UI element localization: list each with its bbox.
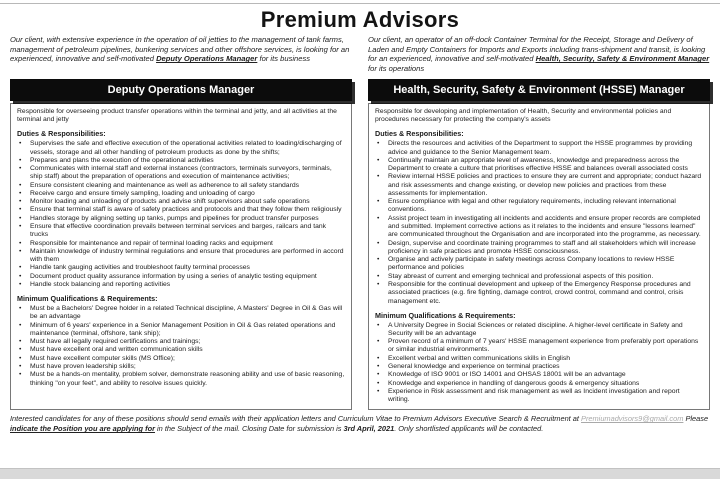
qualifications-heading: Minimum Qualifications & Requirements: <box>375 310 516 320</box>
bullet-text: Assist project team in investigating all incidents and accidents and ensure proper records are completed and submitted. Implement corrective actions as it relates to the incidents and ensure "lessons learned" are communicated throughout the Organisation and are incorporated into the programme, as necessary. <box>388 214 701 239</box>
bullet-text: Monitor loading and unloading of products and advise shift supervisors about safe operations <box>30 198 310 206</box>
bullet-icon: • <box>377 387 380 395</box>
bullet-icon: • <box>19 338 22 346</box>
bullet-item <box>17 165 345 182</box>
bullet-item <box>17 355 345 363</box>
bullet-text: Must be a Bachelors' Degree holder in a related Technical discipline, A Masters' Degree in Oil & Gas will be an advantage <box>30 305 343 321</box>
bullet-item <box>17 198 345 206</box>
bullet-icon: • <box>19 363 22 371</box>
bullet-text: Must have proven leadership skills; <box>30 363 136 371</box>
bullet-text: Must have excellent computer skills (MS Office); <box>30 354 175 362</box>
bullet-text: Ensure compliance with legal and other regulatory requirements, including relevant international conventions. <box>388 198 676 214</box>
bullet-item <box>375 322 703 339</box>
bullet-text: Proven record of a minimum of 7 years' HSSE management experience from preferably port operations or similar industrial environments. <box>388 338 699 354</box>
bullet-item <box>375 140 703 157</box>
bullet-item <box>375 355 703 363</box>
bullet-text: Maintain knowledge of industry terminal regulations and ensure that procedures are performed in accord with them <box>30 247 344 264</box>
bullet-icon: • <box>19 321 22 329</box>
bullet-text: Ensure that terminal staff is aware of safety practices and protocols and that they follow them religiously <box>30 206 342 214</box>
bullet-text: Document product quality assurance information by using a series of analytic testing equipment <box>30 272 317 280</box>
bullet-icon: • <box>19 189 22 197</box>
bullet-text: Prepares and plans the execution of the operational activities <box>30 156 214 164</box>
bullet-text: Continually maintain an appropriate level of awareness, knowledge and preparedness across the Department to create a culture that prioritises effective HSSE and balances overall associated costs <box>388 156 688 173</box>
intro-left <box>10 35 352 74</box>
bullet-icon: • <box>377 256 380 264</box>
bullet-item <box>375 273 703 281</box>
intro-left-position: Deputy Operations Manager <box>156 54 258 64</box>
intro-right-text: Our client, an operator of an off-dock Container Terminal for the Receipt, Storage and Delivery of Laden and Empty Containers for Imports and Exports including trans-shipment and transit, is looking for an experienced, innovative and self-motivated <box>368 35 706 64</box>
bullet-item <box>375 240 703 257</box>
bullet-icon: • <box>19 140 22 148</box>
bullet-item <box>17 190 345 198</box>
bullet-icon: • <box>377 371 380 379</box>
bullet-item <box>375 380 703 388</box>
bottom-bar <box>0 468 720 479</box>
bullet-text: Experience in Risk assessment and risk management as well as Incident investigation and report writing. <box>388 387 680 404</box>
bullet-item <box>17 140 345 157</box>
bullet-icon: • <box>19 272 22 280</box>
bullet-text: Handle tank gauging activities and troubleshoot faulty terminal processes <box>30 264 250 272</box>
bullet-icon: • <box>377 281 380 288</box>
bullet-icon: • <box>19 264 22 272</box>
bullet-icon: • <box>19 198 22 206</box>
bullet-item <box>17 322 345 339</box>
bullet-text: Communicates with internal staff and external instances (contractors, terminals surveyors, terminals, ship staff) about the preparation of operations and execution of maintenance activities; <box>30 165 332 181</box>
job-title-bar-right: Health, Security, Safety & Environment (HSSE) Manager <box>368 79 710 101</box>
bullet-icon: • <box>19 223 22 231</box>
bullet-icon: • <box>19 371 22 379</box>
footer-text-2: Please <box>683 414 709 424</box>
qualifications-list <box>17 305 345 388</box>
bullet-icon: • <box>377 354 380 362</box>
bullet-text: Responsible for the continual development and upkeep of the Emergency Response procedures and associated practices (e.g. fire fighting, damage control, crowd control, command and control, crisis management etc. <box>388 281 691 305</box>
bullet-item <box>17 338 345 346</box>
bullet-icon: • <box>377 214 380 222</box>
bullet-item <box>17 273 345 281</box>
bullet-text: Handles storage by aligning setting up tanks, pumps and pipelines for product transfer purposes <box>30 214 319 222</box>
bullet-item <box>375 157 703 174</box>
top-divider <box>0 3 720 4</box>
bullet-item <box>375 198 703 215</box>
bullet-icon: • <box>19 165 22 173</box>
bullet-icon: • <box>19 181 22 189</box>
footer-text-4: . Only shortlisted applicants will be contacted. <box>394 424 544 434</box>
qualifications-heading: Minimum Qualifications & Requirements: <box>17 294 158 304</box>
bullet-icon: • <box>19 346 22 354</box>
bullet-item <box>375 388 703 405</box>
bullet-icon: • <box>377 363 380 371</box>
intro-right-position: Health, Security, Safety & Environment Manager <box>535 54 710 64</box>
qualifications-list <box>375 322 703 405</box>
bullet-icon: • <box>377 140 380 148</box>
bullet-icon: • <box>377 173 380 181</box>
intro-left-text: Our client, with extensive experience in the operation of oil jetties to the management of tank farms, management of petroleum pipelines, bunkering services and other offshore services, is looking for an experienced, innovative and self-motivated <box>10 35 350 64</box>
job-title-bar-left: Deputy Operations Manager <box>10 79 352 101</box>
bullet-item <box>17 346 345 354</box>
bullet-icon: • <box>377 156 380 164</box>
bullet-item <box>375 173 703 198</box>
duties-heading: Duties & Responsibilities: <box>17 129 106 139</box>
intro-left-tail: for its business <box>257 54 311 64</box>
bullet-text: Responsible for maintenance and repair of terminal loading racks and equipment <box>30 239 273 247</box>
intro-right <box>368 35 710 74</box>
job-summary: Responsible for developing and implementation of Health, Security and environmental policies and procedures necessary for protecting the company's assets <box>375 107 672 124</box>
bullet-text: Handle stock balancing and reporting activities <box>30 281 171 288</box>
bullet-icon: • <box>19 281 22 288</box>
column-hsse-manager <box>368 79 710 411</box>
job-columns <box>0 79 720 411</box>
bullet-text: Ensure consistent cleaning and maintenance as well as adherence to all safety standards <box>30 181 300 189</box>
duties-list <box>375 140 703 306</box>
bullet-text: Must be a hands-on mentality, problem solver, demonstrate reasoning ability and use of basic reasoning, thinking "on your feet", and ability to resolve issues quickly. <box>30 371 345 387</box>
bullet-item <box>17 182 345 190</box>
bullet-text: Excellent verbal and written communications skills in English <box>388 354 571 362</box>
bullet-item <box>375 363 703 371</box>
duties-list <box>17 140 345 289</box>
bullet-text: Supervises the safe and effective execution of the operational activities related to loading/discharging of vessels, storage and all other handling of petroleum products as done by the shifts; <box>30 140 342 156</box>
bullet-text: Knowledge and experience in handling of dangerous goods & emergency situations <box>388 379 640 387</box>
bullet-text: Design, supervise and coordinate training programmes to staff and all stakeholders which will increase proficiency in safe practices and promote HSSE consciousness. <box>388 239 696 255</box>
bullet-text: Review internal HSSE policies and practices to ensure they are current and appropriate; conduct hazard and risk assessments and change existing, or develop new policies and practices from these assessments for implementation. <box>388 173 702 197</box>
bullet-text: General knowledge and experience on terminal practices <box>388 363 560 371</box>
job-details-box-left <box>10 103 352 411</box>
application-instructions <box>0 410 720 434</box>
bullet-item <box>17 215 345 223</box>
intro-right-tail: for its operations <box>368 64 425 74</box>
bullet-text: Directs the resources and activities of the Department to support the HSSE programmes by providing advice and guidance to the Senior Management team. <box>388 140 693 156</box>
job-summary: Responsible for overseeing product transfer operations within the terminal and jetty, and all activities at the terminal and jetty <box>17 107 337 124</box>
bullet-icon: • <box>377 379 380 387</box>
bullet-text: A University Degree in Social Sciences or related discipline. A higher-level certificate in Safety and Security will be an advantage <box>388 321 683 337</box>
bullet-item <box>17 363 345 371</box>
bullet-icon: • <box>19 239 22 247</box>
footer-text-1: Interested candidates for any of these positions should send emails with their application letters and Curriculum Vitae to Premium Advisors Executive Search & Recruitment at <box>10 414 582 424</box>
bullet-icon: • <box>19 354 22 362</box>
bullet-item <box>17 264 345 272</box>
bullet-icon: • <box>377 338 380 346</box>
bullet-icon: • <box>19 214 22 222</box>
bullet-item <box>17 281 345 289</box>
bullet-item <box>17 240 345 248</box>
bullet-item <box>375 215 703 240</box>
duties-heading: Duties & Responsibilities: <box>375 129 464 139</box>
bullet-icon: • <box>377 321 380 329</box>
job-details-box-right <box>368 103 710 411</box>
bullet-text: Knowledge of ISO 9001 or ISO 14001 and OHSAS 18001 will be an advantage <box>388 371 626 379</box>
bullet-item <box>17 223 345 240</box>
bullet-item <box>17 305 345 322</box>
bullet-icon: • <box>19 156 22 164</box>
footer-text-3: in the Subject of the mail. Closing Date for submission is <box>154 424 344 434</box>
bullet-item <box>375 256 703 273</box>
bullet-icon: • <box>377 239 380 247</box>
bullet-icon: • <box>19 247 22 255</box>
bullet-item <box>17 206 345 214</box>
intro-row <box>0 35 720 74</box>
bullet-text: Organise and actively participate in safety meetings across Company locations to review HSSE performance and policies <box>388 256 675 272</box>
bullet-item <box>17 371 345 388</box>
bullet-icon: • <box>377 272 380 280</box>
position-emphasis: indicate the Position you are applying for <box>10 424 155 434</box>
bullet-icon: • <box>377 198 380 206</box>
bullet-item <box>375 338 703 355</box>
bullet-icon: • <box>19 305 22 313</box>
email-link[interactable]: Premiumadvisors9@gmail.com <box>581 414 684 424</box>
column-deputy-operations-manager <box>10 79 352 411</box>
bullet-icon: • <box>19 206 22 214</box>
bullet-text: Must have all legally required certifications and trainings; <box>30 338 201 346</box>
bullet-text: Ensure that effective coordination prevails between terminal services and barges, railcars and tank trucks <box>30 223 327 239</box>
bullet-item <box>375 281 703 306</box>
bullet-text: Receive cargo and ensure timely sampling, loading and unloading of cargo <box>30 189 255 197</box>
bullet-item <box>17 157 345 165</box>
bullet-item <box>375 371 703 379</box>
bullet-text: Minimum of 6 years' experience in a Senior Management Position in Oil & Gas related operations and maintenance (terminal, offshore, tank ship); <box>30 321 336 337</box>
page-title: Premium Advisors <box>260 7 460 32</box>
bullet-text: Stay abreast of current and emerging technical and professional aspects of this position. <box>388 272 654 280</box>
closing-date: 3rd April, 2021 <box>343 424 395 434</box>
bullet-text: Must have excellent oral and written communication skills <box>30 346 203 354</box>
bullet-item <box>17 248 345 265</box>
